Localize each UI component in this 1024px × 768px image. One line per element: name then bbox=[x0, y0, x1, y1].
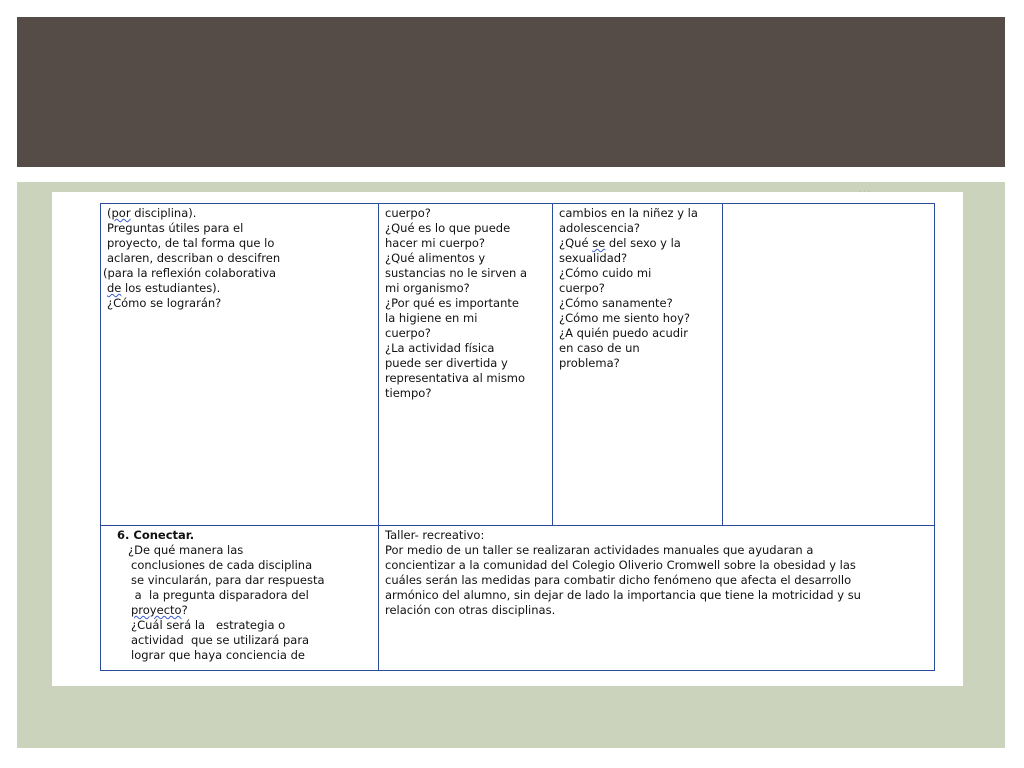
cell-row1-col2: cuerpo? ¿Qué es lo que puede hacer mi cuerpo? ¿Qué alimentos y sustancias no le sirven a mi organismo? ¿Por qué es importante la higiene en mi cuerpo? ¿La actividad física puede ser divertida y representativa al mismo tiempo? bbox=[379, 204, 553, 526]
section-heading: 6. Conectar. bbox=[117, 528, 195, 542]
cell-row1-col3: cambios en la niñez y la adolescencia? ¿Qué se del sexo y la sexualidad? ¿Cómo cuido mi cuerpo? ¿Cómo sanamente? ¿Cómo me siento hoy? ¿A quién puedo acudir en caso de un problema? bbox=[553, 204, 723, 526]
spell-flag: por bbox=[111, 206, 131, 220]
spell-flag: de bbox=[107, 281, 122, 295]
cell-row2-col1: 6. Conectar. ¿De qué manera las conclusiones de cada disciplina se vincularán, para dar respuesta a la pregunta disparadora del proyecto? ¿Cuál será la estrategia o actividad que se utilizará para lograr que haya conciencia de bbox=[101, 526, 379, 671]
cell-row1-col4 bbox=[723, 204, 935, 526]
project-table bbox=[100, 203, 935, 671]
title-banner bbox=[17, 17, 1005, 167]
faint-header-text: ... bbox=[858, 182, 872, 195]
table-row bbox=[101, 204, 935, 526]
cell-row1-col1: (por disciplina). Preguntas útiles para el proyecto, de tal forma que lo aclaren, describan o descifren (para la reflexión colaborativa de los estudiantes). ¿Cómo se lograrán? bbox=[101, 204, 379, 526]
activity-title: Taller- recreativo: bbox=[385, 528, 485, 542]
spell-flag: se bbox=[592, 236, 606, 250]
spell-flag: proyecto bbox=[131, 603, 182, 617]
cell-row2-description: Taller- recreativo: Por medio de un taller se realizaran actividades manuales que ayudaran a concientizar a la comunidad del Colegio Oliverio Cromwell sobre la obesidad y las cuáles serán las medidas para combatir dicho fenómeno que afecta el desarrollo armónico del alumno, sin dejar de lado la importancia que tiene la motricidad y su relación con otras disciplinas. bbox=[379, 526, 935, 671]
table-row bbox=[101, 526, 935, 671]
